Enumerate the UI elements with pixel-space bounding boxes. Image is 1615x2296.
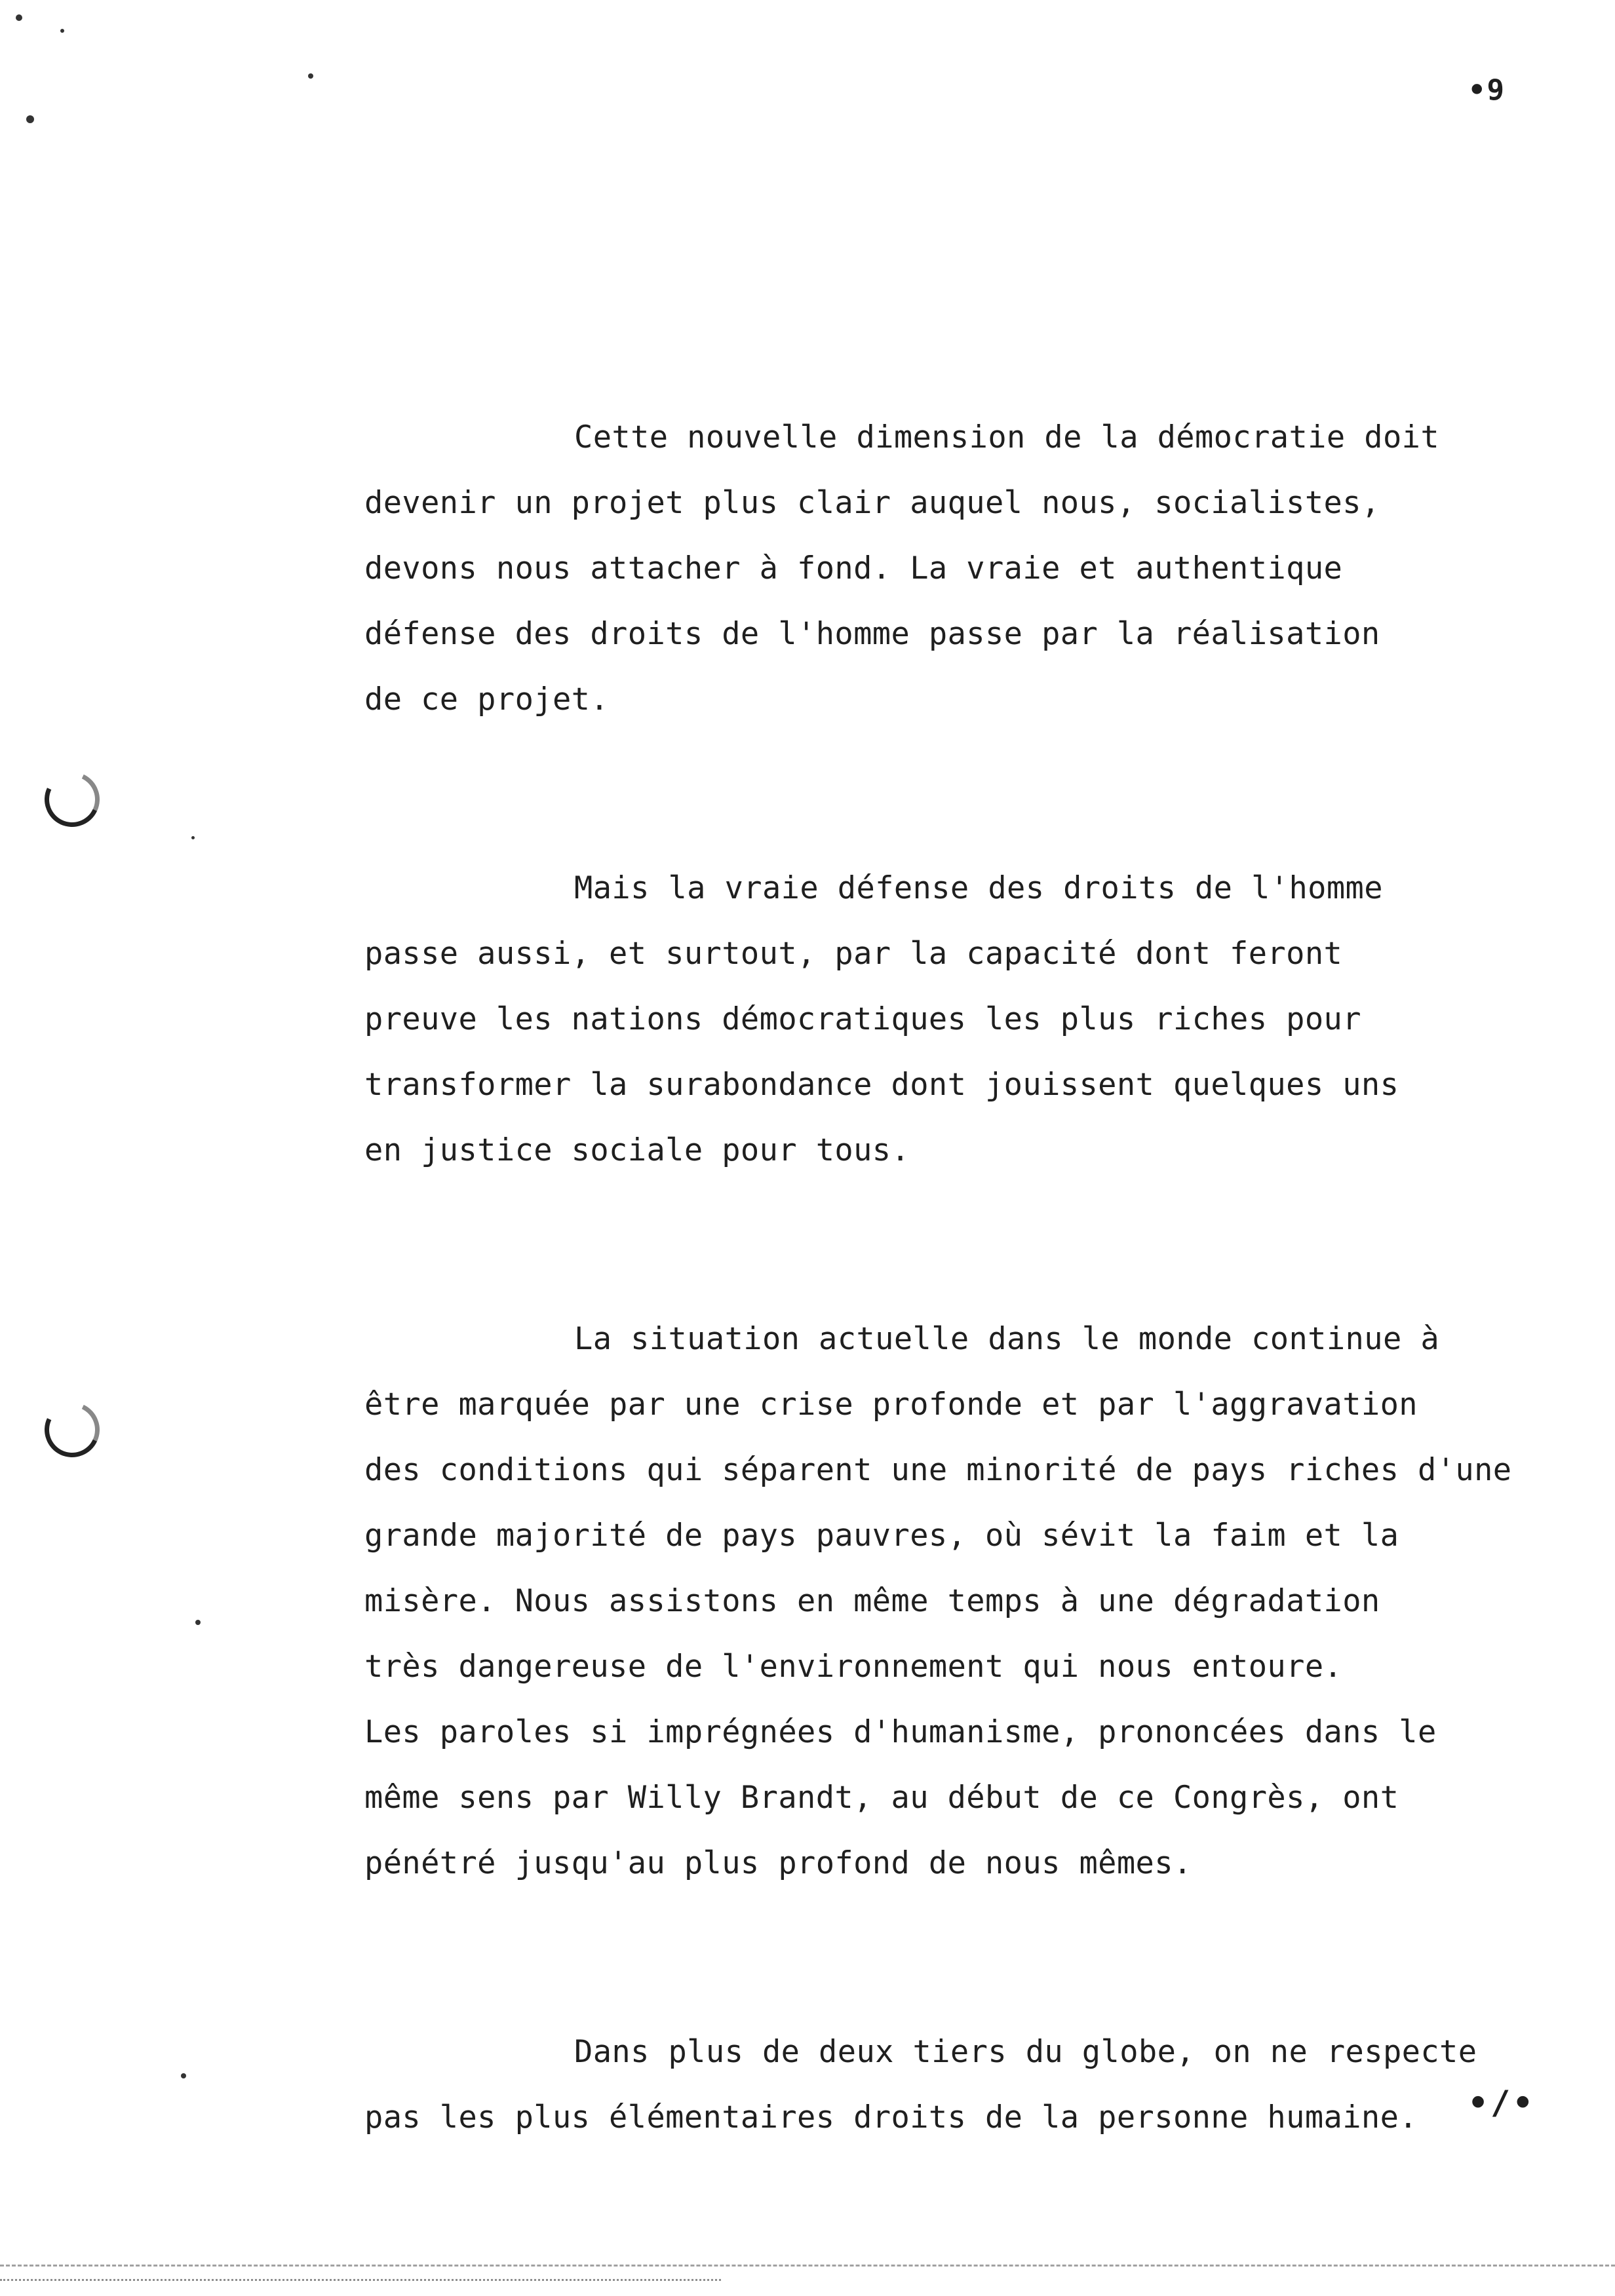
paragraph-3	[364, 1307, 1557, 1896]
text-line: passe aussi, et surtout, par la capacité dont feront	[364, 936, 1343, 972]
text-line: devenir un projet plus clair auquel nous, socialistes,	[364, 485, 1380, 521]
text-line: Cette nouvelle dimension de la démocratie doit	[574, 419, 1440, 455]
scan-speck	[181, 2073, 186, 2078]
text-line: très dangereuse de l'environnement qui nous entoure.	[364, 1649, 1343, 1685]
punch-hole-bottom	[37, 1394, 107, 1465]
text-line: Les paroles si imprégnées d'humanisme, prononcées dans le	[364, 1714, 1437, 1750]
scan-speck	[191, 836, 195, 839]
text-line: misère. Nous assistons en même temps à une dégradation	[364, 1583, 1380, 1619]
text-line: Dans plus de deux tiers du globe, on ne respecte	[574, 2034, 1477, 2070]
text-line: La situation actuelle dans le monde continue à	[574, 1321, 1440, 1357]
text-line: même sens par Willy Brandt, au début de ce Congrès, ont	[364, 1780, 1399, 1816]
scan-speck	[16, 14, 22, 21]
text-line: Mais la vraie défense des droits de l'homme	[574, 870, 1383, 906]
text-line: devons nous attacher à fond. La vraie et authentique	[364, 550, 1343, 586]
scan-speck	[60, 29, 64, 33]
text-line: des conditions qui séparent une minorité de pays riches d'une	[364, 1452, 1512, 1488]
letter-body	[364, 405, 1557, 2274]
scan-speck	[195, 1620, 201, 1625]
scan-speck	[308, 73, 313, 79]
text-line: pas les plus élémentaires droits de la personne humaine.	[364, 2099, 1418, 2135]
text-line: de ce projet.	[364, 681, 610, 718]
page-number: •9	[1468, 73, 1506, 107]
text-line: pénétré jusqu'au plus profond de nous mêmes.	[364, 1845, 1192, 1881]
text-line: être marquée par une crise profonde et par l'aggravation	[364, 1387, 1418, 1423]
scan-speck	[26, 115, 34, 123]
continuation-mark: •/•	[1468, 2084, 1536, 2122]
text-line: défense des droits de l'homme passe par la réalisation	[364, 616, 1380, 652]
text-line: en justice sociale pour tous.	[364, 1132, 910, 1168]
paragraph-2	[364, 856, 1557, 1183]
text-line: grande majorité de pays pauvres, où sévit la faim et la	[364, 1518, 1399, 1554]
scan-bottom-edge-dots	[0, 2279, 721, 2285]
text-line: preuve les nations démocratiques les plus riches pour	[364, 1001, 1361, 1037]
paragraph-1	[364, 405, 1557, 733]
scan-bottom-edge	[0, 2265, 1615, 2276]
punch-hole-top	[37, 764, 107, 835]
paragraph-4	[364, 2019, 1557, 2151]
text-line: transformer la surabondance dont jouissent quelques uns	[364, 1067, 1399, 1103]
